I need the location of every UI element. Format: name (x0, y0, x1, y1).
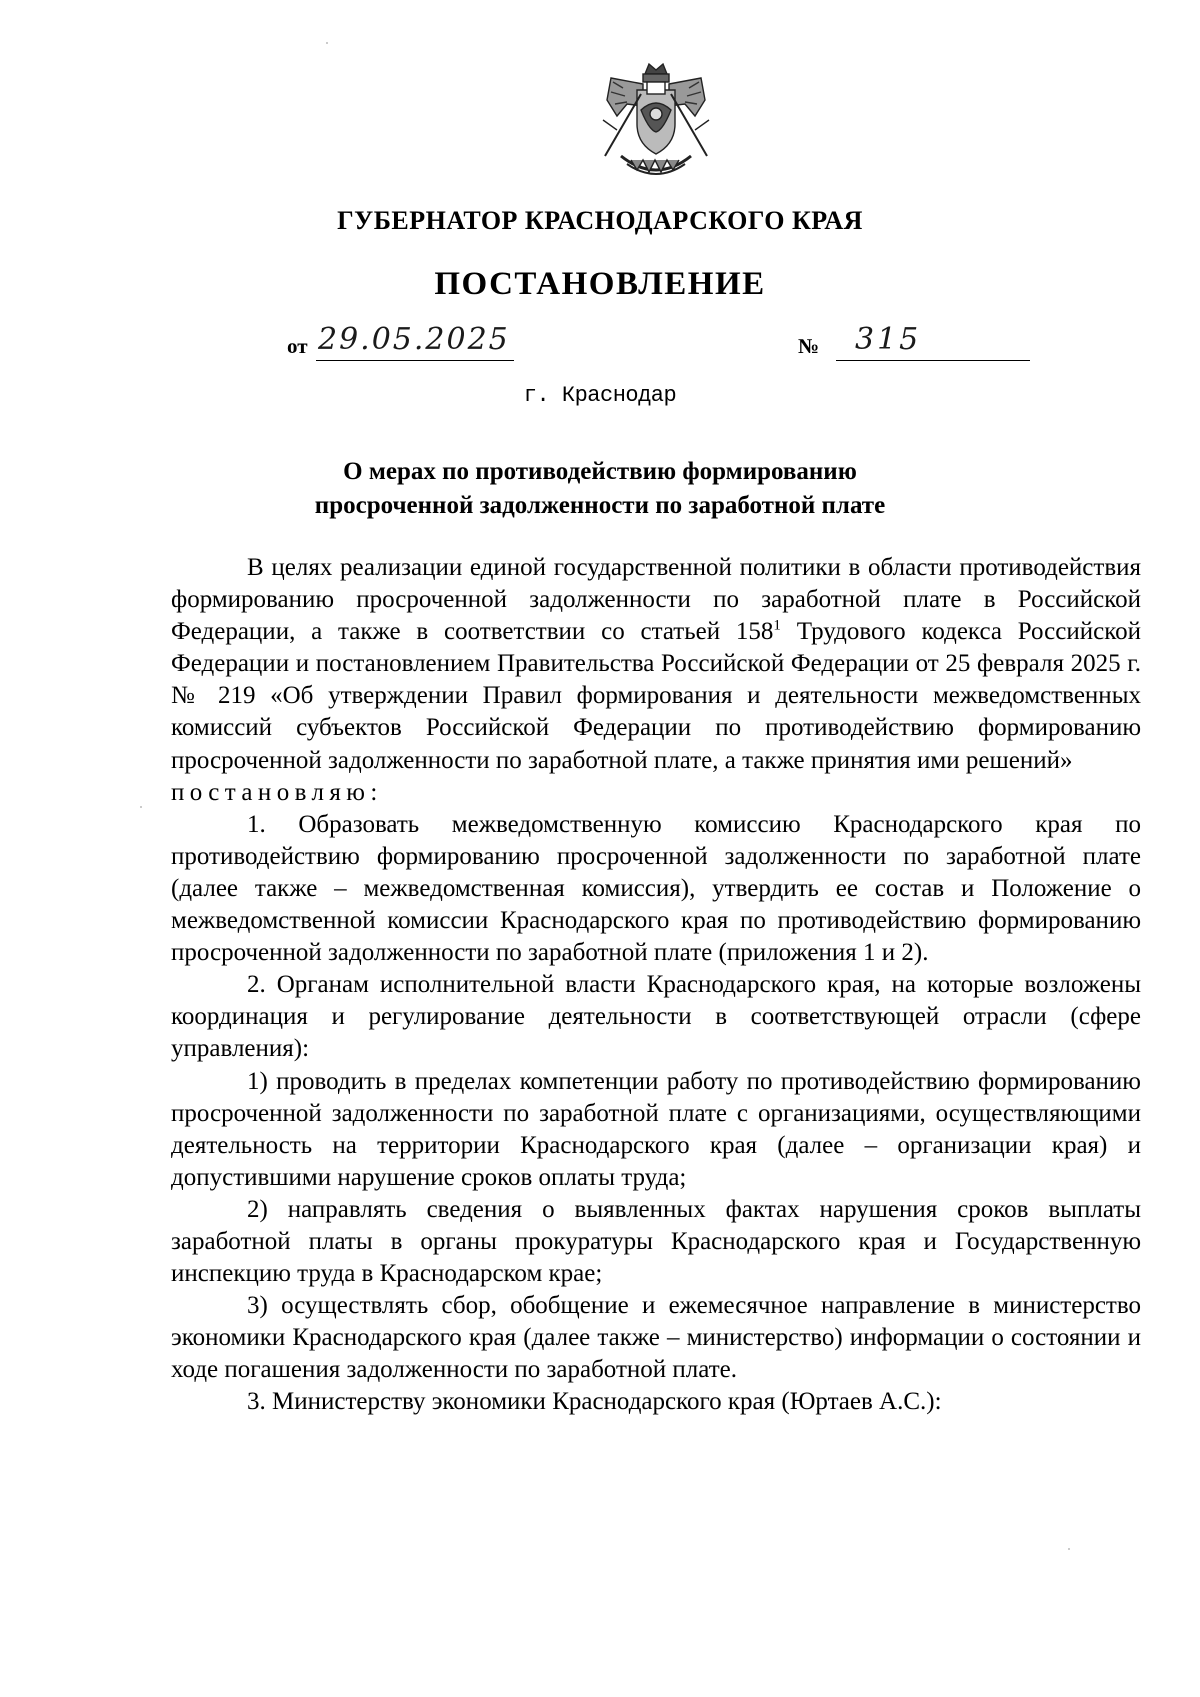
preamble-continued: Трудового кодекса Российской Федерации и постановлением Правительства Российской Федерации от 25 февраля 2025 г. № 219 «Об утверждении Правил формирования и деятельности межведомственных комиссий субъектов Российской Федерации по противодействию формированию просроченной задолженности по заработной плате, а также принятия ими решений» (171, 618, 1141, 774)
number-label: № (798, 334, 820, 358)
clause-1: 1. Образовать межведомственную комиссию Краснодарского края по противодействию формированию просроченной задолженности по заработной плате (далее также – межведомственная комиссия), утвердить ее состав и Положение о межведомственной комиссии Краснодарского края по противодействию формированию просроченной задолженности по заработной плате (приложения 1 и 2). (171, 810, 1141, 967)
scan-speck (326, 42, 328, 44)
date-value-handwritten: 29.05.2025 (318, 322, 510, 357)
date-label: от (287, 334, 308, 358)
title-line-1: О мерах по противодействию формированию (343, 458, 857, 485)
coat-of-arms-emblem (597, 60, 715, 188)
number-underline (836, 360, 1030, 361)
title-line-2: просроченной задолженности по заработной плате (314, 492, 886, 519)
document-type: ПОСТАНОВЛЕНИЕ (434, 266, 766, 302)
clause-2-1: 1) проводить в пределах компетенции работу по противодействию формированию просроченной задолженности по заработной плате с организациями, осуществляющими деятельность на территории Краснодарского края (далее – организации края) и допустившими нарушение сроков оплаты труда; (171, 1067, 1141, 1191)
scan-speck (140, 806, 142, 808)
clause-3: 3. Министерству экономики Краснодарского края (Юртаев А.С.): (247, 1388, 942, 1416)
scan-speck (1068, 1548, 1070, 1550)
preamble-paragraph (171, 552, 1141, 777)
preamble-text: В целях реализации единой государственной политики в области противодействия формированию просроченной задолженности по заработной плате в Российской Федерации, а также в соответствии со статьей 158 (171, 554, 1141, 646)
document-body (171, 552, 1141, 1419)
article-superscript: 1 (773, 617, 781, 634)
clause-2-3: 3) осуществлять сбор, обобщение и ежемесячное направление в министерство экономики Краснодарского края (далее также – министерство) информации о состоянии и ходе погашения задолженности по заработной плате. (171, 1292, 1141, 1384)
resolve-word: постановляю: (171, 778, 383, 806)
clause-2: 2. Органам исполнительной власти Краснодарского края, на которые возложены координация и регулирование деятельности в соответствующей отрасли (сфере управления): (171, 971, 1141, 1063)
issuing-authority: ГУБЕРНАТОР КРАСНОДАРСКОГО КРАЯ (337, 206, 863, 235)
resolve-paragraph (171, 777, 1141, 809)
date-underline (316, 360, 514, 361)
clause-2-2: 2) направлять сведения о выявленных фактах нарушения сроков выплаты заработной платы в органы прокуратуры Краснодарского края и Государственную инспекцию труда в Краснодарском крае; (171, 1195, 1141, 1288)
number-value-handwritten: 315 (855, 322, 922, 357)
city: г. Краснодар (523, 383, 677, 408)
document-title (0, 455, 1200, 523)
